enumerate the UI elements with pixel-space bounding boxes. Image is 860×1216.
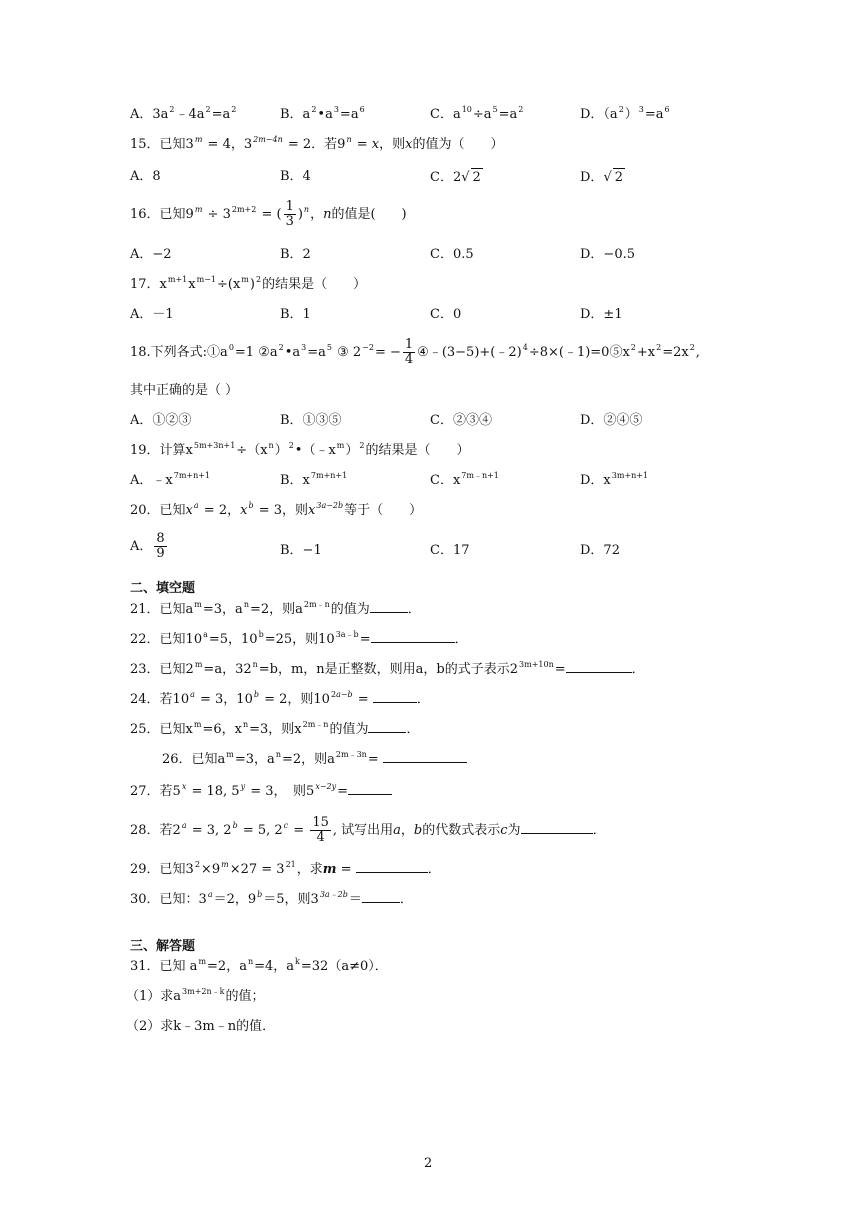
q31-part1: （1）求$a^{3m+2n﹣k}$的值； <box>126 987 265 1004</box>
q16-option-c: C．0.5 <box>430 247 474 262</box>
page-number: 2 <box>424 1156 433 1171</box>
q31-stem: 31．已知 $a^m=2$，$a^n=4$，$a^k=32(a\ne 0)$． <box>130 957 388 974</box>
q17-option-a: A．－1 <box>130 307 174 322</box>
q28: 28．若$2^a = 3$, $2^b = 5$, $2^c$ = $\frac{15}{4}$ , 试写出用a，b的代数式表示c为 ． <box>130 815 606 845</box>
q25: 25．已知$x^m=6$，$x^n=3$，则$x^{2m﹣n}$的值为 ． <box>130 720 420 737</box>
q26: 26．已知$a^m=3$，$a^n=2$，则$a^{2m﹣3n}=$ <box>162 750 467 770</box>
q20-option-a: A． $\frac{8}{9}$ <box>130 531 165 561</box>
q16-option-b: B．2 <box>280 247 311 262</box>
q14-option-c: C．$a^{10}\div a^5=a^2$ <box>430 105 524 122</box>
q20-option-d: D．72 <box>580 543 620 558</box>
q20-option-b: B．−1 <box>280 543 322 558</box>
q15-option-b: B．4 <box>280 169 311 184</box>
q19-option-d: D．$x^{3m+n+1}$ <box>580 471 649 488</box>
q19-option-c: C．$x^{7m﹣n+1}$ <box>430 471 499 488</box>
q27: 27．若$5^x = 18$, $5^y = 3$， 则$5^{x-2y}=$ <box>130 782 392 802</box>
q17-stem: 17．$x^{m+1}x^{m-1}\div(x^m)^2$的结果是（ ） <box>130 275 367 292</box>
q20-stem: 20．已知$x^a = 2$，$x^b = 3$，则$x^{3a-2b}$等于（ ） <box>130 501 423 518</box>
q21: 21．已知$a^m=3$，$a^n=2$，则$a^{2m﹣n}$的值为 ． <box>130 600 421 617</box>
q31-part2: （2）求k﹣3m﹣n的值． <box>126 1019 276 1034</box>
q14-option-a: A．$3a^2﹣4a^2=a^2$ <box>130 105 237 122</box>
section-fill-in-heading: 二、填空题 <box>130 581 196 596</box>
q22: 22．已知$10^a=5$，$10^b=25$，则$10^{3a﹣b}=$ ． <box>130 630 468 647</box>
q15-option-c: C．2√ 2 <box>430 170 481 185</box>
q29: 29．已知$3^2\times 9^m\times 27 = 3^{21}$，求m = ． <box>130 860 441 877</box>
q16-option-a: A．−2 <box>130 247 172 262</box>
q18-option-a: A．①②③ <box>130 413 192 428</box>
q18-option-d: D．②④⑤ <box>580 413 643 428</box>
q30: 30．已知：$3^a=2$，$9^b=5$，则$3^{3a﹣2b}=$ ． <box>130 890 413 907</box>
q15-option-d: D．√ 2 <box>580 170 624 185</box>
q20-option-c: C．17 <box>430 543 470 558</box>
q17-option-c: C．0 <box>430 307 462 322</box>
q15-option-a: A．8 <box>130 169 161 184</box>
q18-stem: 18.下列各式$:①a^0=1$ $②a^2•a^3=a^5$ ③ $2^{-2}=$ − $\frac{1}{4}$ $④﹣(3-5)+(﹣2)^4\div 8\times(﹣1)=0⑤x^2+x^2=2x^2$, <box>130 337 700 367</box>
q18-stem-line2: 其中正确的是（ ） <box>130 383 239 398</box>
q24: 24．若$10^a = 3$，$10^b = 2$，则$10^{2a-b}$ = ． <box>130 690 430 707</box>
q17-option-b: B．1 <box>280 307 311 322</box>
q16-option-d: D．−0.5 <box>580 247 635 262</box>
q18-option-c: C．②③④ <box>430 413 492 428</box>
q17-option-d: D．±1 <box>580 307 623 322</box>
q14-option-d: D．$(a^2)^3=a^6$ <box>580 105 670 122</box>
section-answer-heading: 三、解答题 <box>130 939 196 954</box>
q19-stem: 19．计算$x^{5m+3n+1}\div(x^n)^2•(﹣x^m)^2$的结果是（ ） <box>130 441 470 458</box>
q23: 23．已知$2^m=a$，$32^n=b$，m，n是正整数，则用a，b的式子表示$2^{3m+10n}=$ ． <box>130 660 645 677</box>
q14-option-b: B．$a^2•a^3=a^6$ <box>280 105 365 122</box>
q16-stem: 16．已知$9^m \div 3^{2m+2}$ = ( $\frac{1}{3}$ )$^n$，n的值是( ) <box>130 199 407 229</box>
q19-option-b: B．$x^{7m+n+1}$ <box>280 471 348 488</box>
q18-option-b: B．①③⑤ <box>280 413 342 428</box>
q15-stem: 15．已知$3^m = 4$，$3^{2m-4n} = 2$．若$9^n = x$，则x的值为（ ） <box>130 135 504 152</box>
q19-option-a: A．$﹣x^{7m+n+1}$ <box>130 471 211 488</box>
